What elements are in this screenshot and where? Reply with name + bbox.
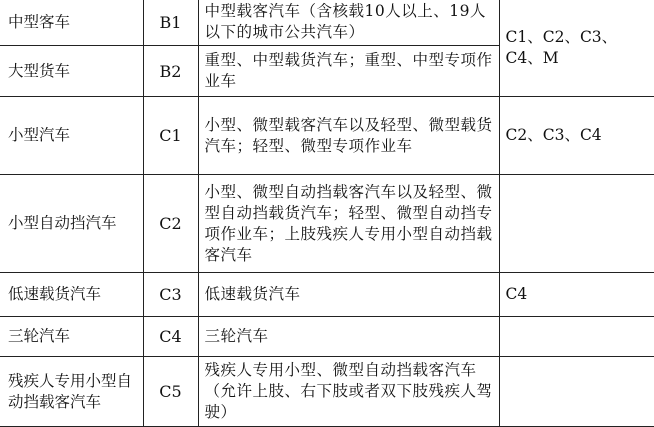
license-code-cell: C1 [143, 97, 198, 175]
permitted-vehicles-cell: 小型、微型自动挡载客汽车以及轻型、微型自动挡载货汽车；轻型、微型自动挡专项作业车；上肢残疾人专用小型自动挡载客汽车 [198, 175, 499, 273]
permitted-vehicles-cell: 残疾人专用小型、微型自动挡载客汽车（允许上肢、右下肢或者双下肢残疾人驾驶） [198, 357, 499, 427]
vehicle-type-cell: 中型客车 [0, 0, 143, 46]
vehicle-type-cell: 三轮汽车 [0, 317, 143, 357]
permitted-vehicles-cell: 中型载客汽车（含核载10人以上、19人以下的城市公共汽车） [198, 0, 499, 46]
license-code-cell: B1 [143, 0, 198, 46]
table-row [0, 273, 654, 317]
vehicle-type-cell: 小型汽车 [0, 97, 143, 175]
also-permitted-cell: C4 [499, 273, 654, 317]
license-code-cell: C5 [143, 357, 198, 427]
table-row [0, 0, 654, 46]
also-permitted-cell: C2、C3、C4 [499, 97, 654, 175]
vehicle-type-cell: 大型货车 [0, 46, 143, 97]
permitted-vehicles-cell: 三轮汽车 [198, 317, 499, 357]
permitted-vehicles-cell: 重型、中型载货汽车；重型、中型专项作业车 [198, 46, 499, 97]
license-code-cell: C2 [143, 175, 198, 273]
license-code-cell: C4 [143, 317, 198, 357]
also-permitted-cell: C1、C2、C3、C4、M [499, 0, 654, 97]
vehicle-type-cell: 低速载货汽车 [0, 273, 143, 317]
table-row [0, 317, 654, 357]
license-code-cell: B2 [143, 46, 198, 97]
table-row [0, 97, 654, 175]
license-code-cell: C3 [143, 273, 198, 317]
table-row [0, 175, 654, 273]
also-permitted-cell [499, 357, 654, 427]
permitted-vehicles-cell: 低速载货汽车 [198, 273, 499, 317]
vehicle-type-cell: 小型自动挡汽车 [0, 175, 143, 273]
table-row [0, 357, 654, 427]
permitted-vehicles-cell: 小型、微型载客汽车以及轻型、微型载货汽车；轻型、微型专项作业车 [198, 97, 499, 175]
vehicle-type-cell: 残疾人专用小型自动挡载客汽车 [0, 357, 143, 427]
also-permitted-cell [499, 175, 654, 273]
also-permitted-cell [499, 317, 654, 357]
